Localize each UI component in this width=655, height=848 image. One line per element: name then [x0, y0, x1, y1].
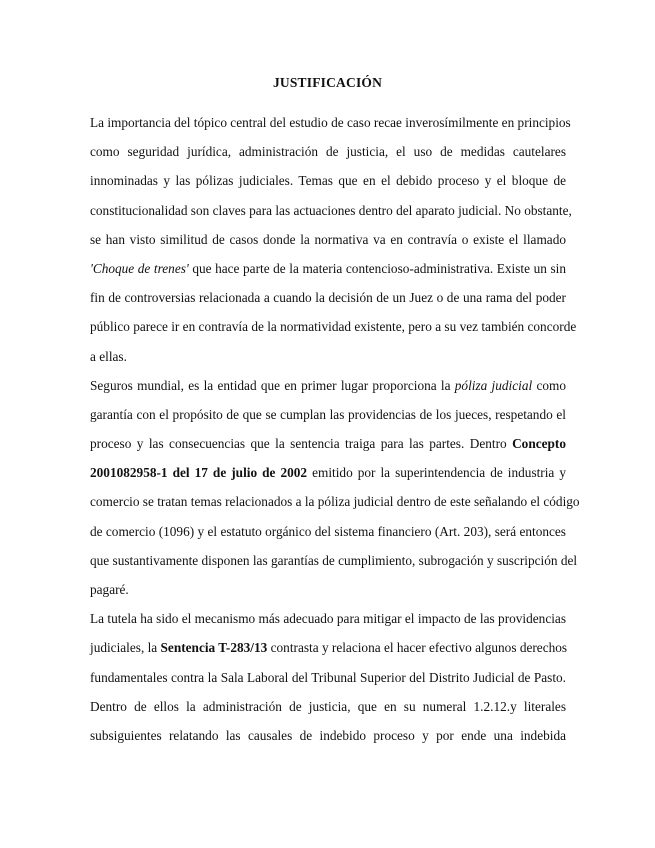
text-line: Dentro de ellos la administración de justicia, que en su numeral 1.2.12.y literales: [90, 698, 566, 714]
text-fragment: contrasta y relaciona el hacer efectivo algunos derechos: [267, 640, 568, 656]
body-text: [90, 108, 580, 750]
text-line: comercio se tratan temas relacionados a la póliza judicial dentro de este señalando el código: [90, 494, 580, 510]
text-line: que sustantivamente disponen las garantías de cumplimiento, subrogación y suscripción del: [90, 552, 578, 568]
text-line: [90, 371, 566, 400]
text-line: se han visto similitud de casos donde la normativa va en contravía o existe el llamado: [90, 231, 566, 247]
poliza-judicial-term: póliza judicial: [454, 377, 533, 393]
text-line: La importancia del tópico central del estudio de caso recae inverosímilmente en principios: [90, 115, 571, 130]
text-fragment: como: [532, 377, 566, 393]
choque-de-trenes-term: 'Choque de trenes': [90, 260, 189, 276]
text-fragment: que hace parte de la materia contencioso-administrativa. Existe un sin: [188, 260, 566, 276]
text-fragment: Seguros mundial, es la entidad que en primer lugar proporciona la: [90, 377, 455, 393]
text-line: fundamentales contra la Sala Laboral del Tribunal Superior del Distrito Judicial de Pasto.: [90, 669, 566, 685]
text-line: La tutela ha sido el mecanismo más adecuado para mitigar el impacto de las providencias: [90, 611, 566, 627]
sentencia-reference: Sentencia T-283/13: [160, 640, 268, 656]
text-fragment: proceso y las consecuencias que la sentencia traiga para las partes. Dentro: [90, 436, 513, 452]
text-line: [90, 429, 566, 458]
text-line: [90, 633, 566, 662]
text-fragment: emitido por la superintendencia de industria y: [307, 465, 567, 481]
page-title: JUSTIFICACIÓN: [272, 75, 383, 90]
concepto-number: 2001082958-1 del 17 de julio de 2002: [90, 465, 308, 481]
text-line: constitucionalidad son claves para las actuaciones dentro del aparato judicial. No obstante,: [90, 202, 572, 218]
text-fragment: judiciales, la: [90, 640, 161, 656]
paragraph-1: [90, 108, 577, 371]
text-line: público parece ir en contravía de la normatividad existente, pero a su vez también concorde: [90, 319, 577, 335]
text-line: subsiguientes relatando las causales de indebido proceso y por ende una indebida: [90, 727, 566, 743]
text-line: innominadas y las pólizas judiciales. Temas que en el debido proceso y el bloque de: [90, 173, 566, 189]
text-line: como seguridad jurídica, administración de justicia, el uso de medidas cautelares: [90, 144, 566, 160]
text-line: [90, 254, 566, 283]
paragraph-3: [90, 604, 566, 750]
text-line: de comercio (1096) y el estatuto orgánico del sistema financiero (Art. 203), será entonces: [90, 523, 566, 539]
text-line: [90, 458, 566, 487]
paragraph-2: [90, 371, 580, 605]
text-line: pagaré.: [90, 582, 129, 597]
concepto-reference: Concepto: [512, 436, 566, 452]
text-line: fin de controversias relacionada a cuando la decisión de un Juez o de una rama del poder: [90, 290, 566, 306]
text-line: a ellas.: [90, 348, 127, 364]
text-line: garantía con el propósito de que se cumplan las providencias de los jueces, respetando el: [90, 406, 566, 422]
